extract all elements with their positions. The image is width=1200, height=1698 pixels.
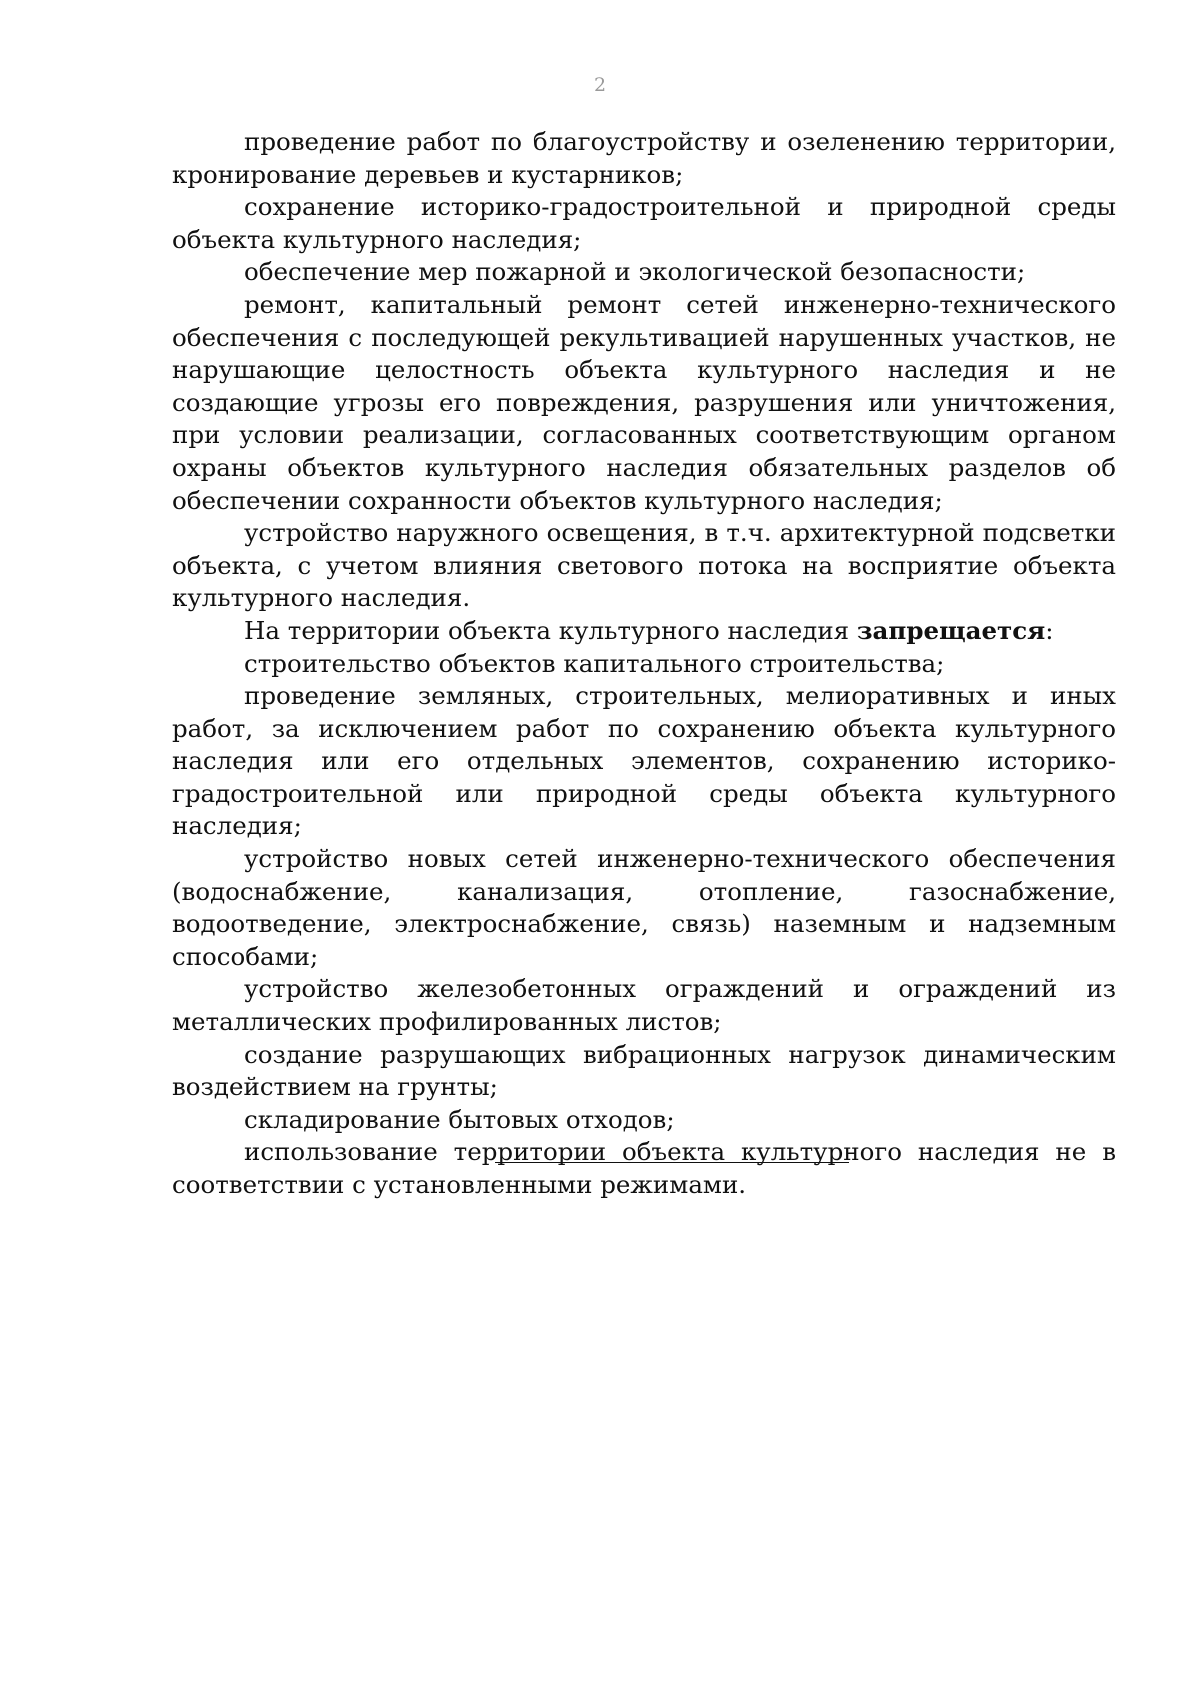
paragraph-outdoor-lighting: устройство наружного освещения, в т.ч. архитектурной подсветки объекта, с учетом влияния светового потока на восприятие объекта культурного наследия. [172, 518, 1116, 613]
paragraph-capital-construction: строительство объектов капитального строительства; [244, 648, 945, 678]
prohibited-heading-prefix: На территории объекта культурного наследия [244, 615, 857, 645]
paragraph-network-repair: ремонт, капитальный ремонт сетей инженерно-технического обеспечения с последующей рекультивацией нарушенных участков, не нарушающие целостность объекта культурного наследия и не создающие угрозы его повреждения, разрушения или уничтожения, при условии реализации, согласованных соответствующим органом охраны объектов культурного наследия обязательных разделов об обеспечении сохранности объектов культурного наследия; [172, 289, 1116, 515]
paragraph-vibration-loads: создание разрушающих вибрационных нагрузок динамическим воздействием на грунты; [172, 1039, 1116, 1102]
document-body [172, 126, 1116, 1202]
prohibited-keyword: запрещается [856, 615, 1046, 645]
paragraph-earthworks: проведение земляных, строительных, мелиоративных и иных работ, за исключением работ по сохранению объекта культурного наследия или его отдельных элементов, сохранению историко-градостроительной или природной среды объекта культурного наследия; [172, 681, 1116, 841]
paragraph-landscaping: проведение работ по благоустройству и озеленению территории, кронирование деревьев и кустарников; [172, 127, 1116, 189]
end-divider-line [495, 1162, 849, 1163]
paragraph-fire-safety: обеспечение мер пожарной и экологической безопасности; [244, 257, 1026, 287]
paragraph-new-networks: устройство новых сетей инженерно-технического обеспечения (водоснабжение, канализация, отопление, газоснабжение, водоотведение, электроснабжение, связь) наземным и надземным способами; [172, 844, 1116, 971]
prohibited-heading-suffix: : [1045, 615, 1054, 645]
paragraph-waste-storage: складирование бытовых отходов; [244, 1104, 675, 1134]
paragraph-fences: устройство железобетонных ограждений и ограждений из металлических профилированных листов; [172, 974, 1116, 1037]
page-number: 2 [593, 74, 607, 96]
paragraph-territory-use: использование территории объекта культурного наследия не в соответствии с установленными режимами. [172, 1137, 1116, 1199]
paragraph-prohibited-heading [172, 615, 1116, 648]
paragraph-environment-preservation: сохранение историко-градостроительной и природной среды объекта культурного наследия; [172, 192, 1116, 254]
